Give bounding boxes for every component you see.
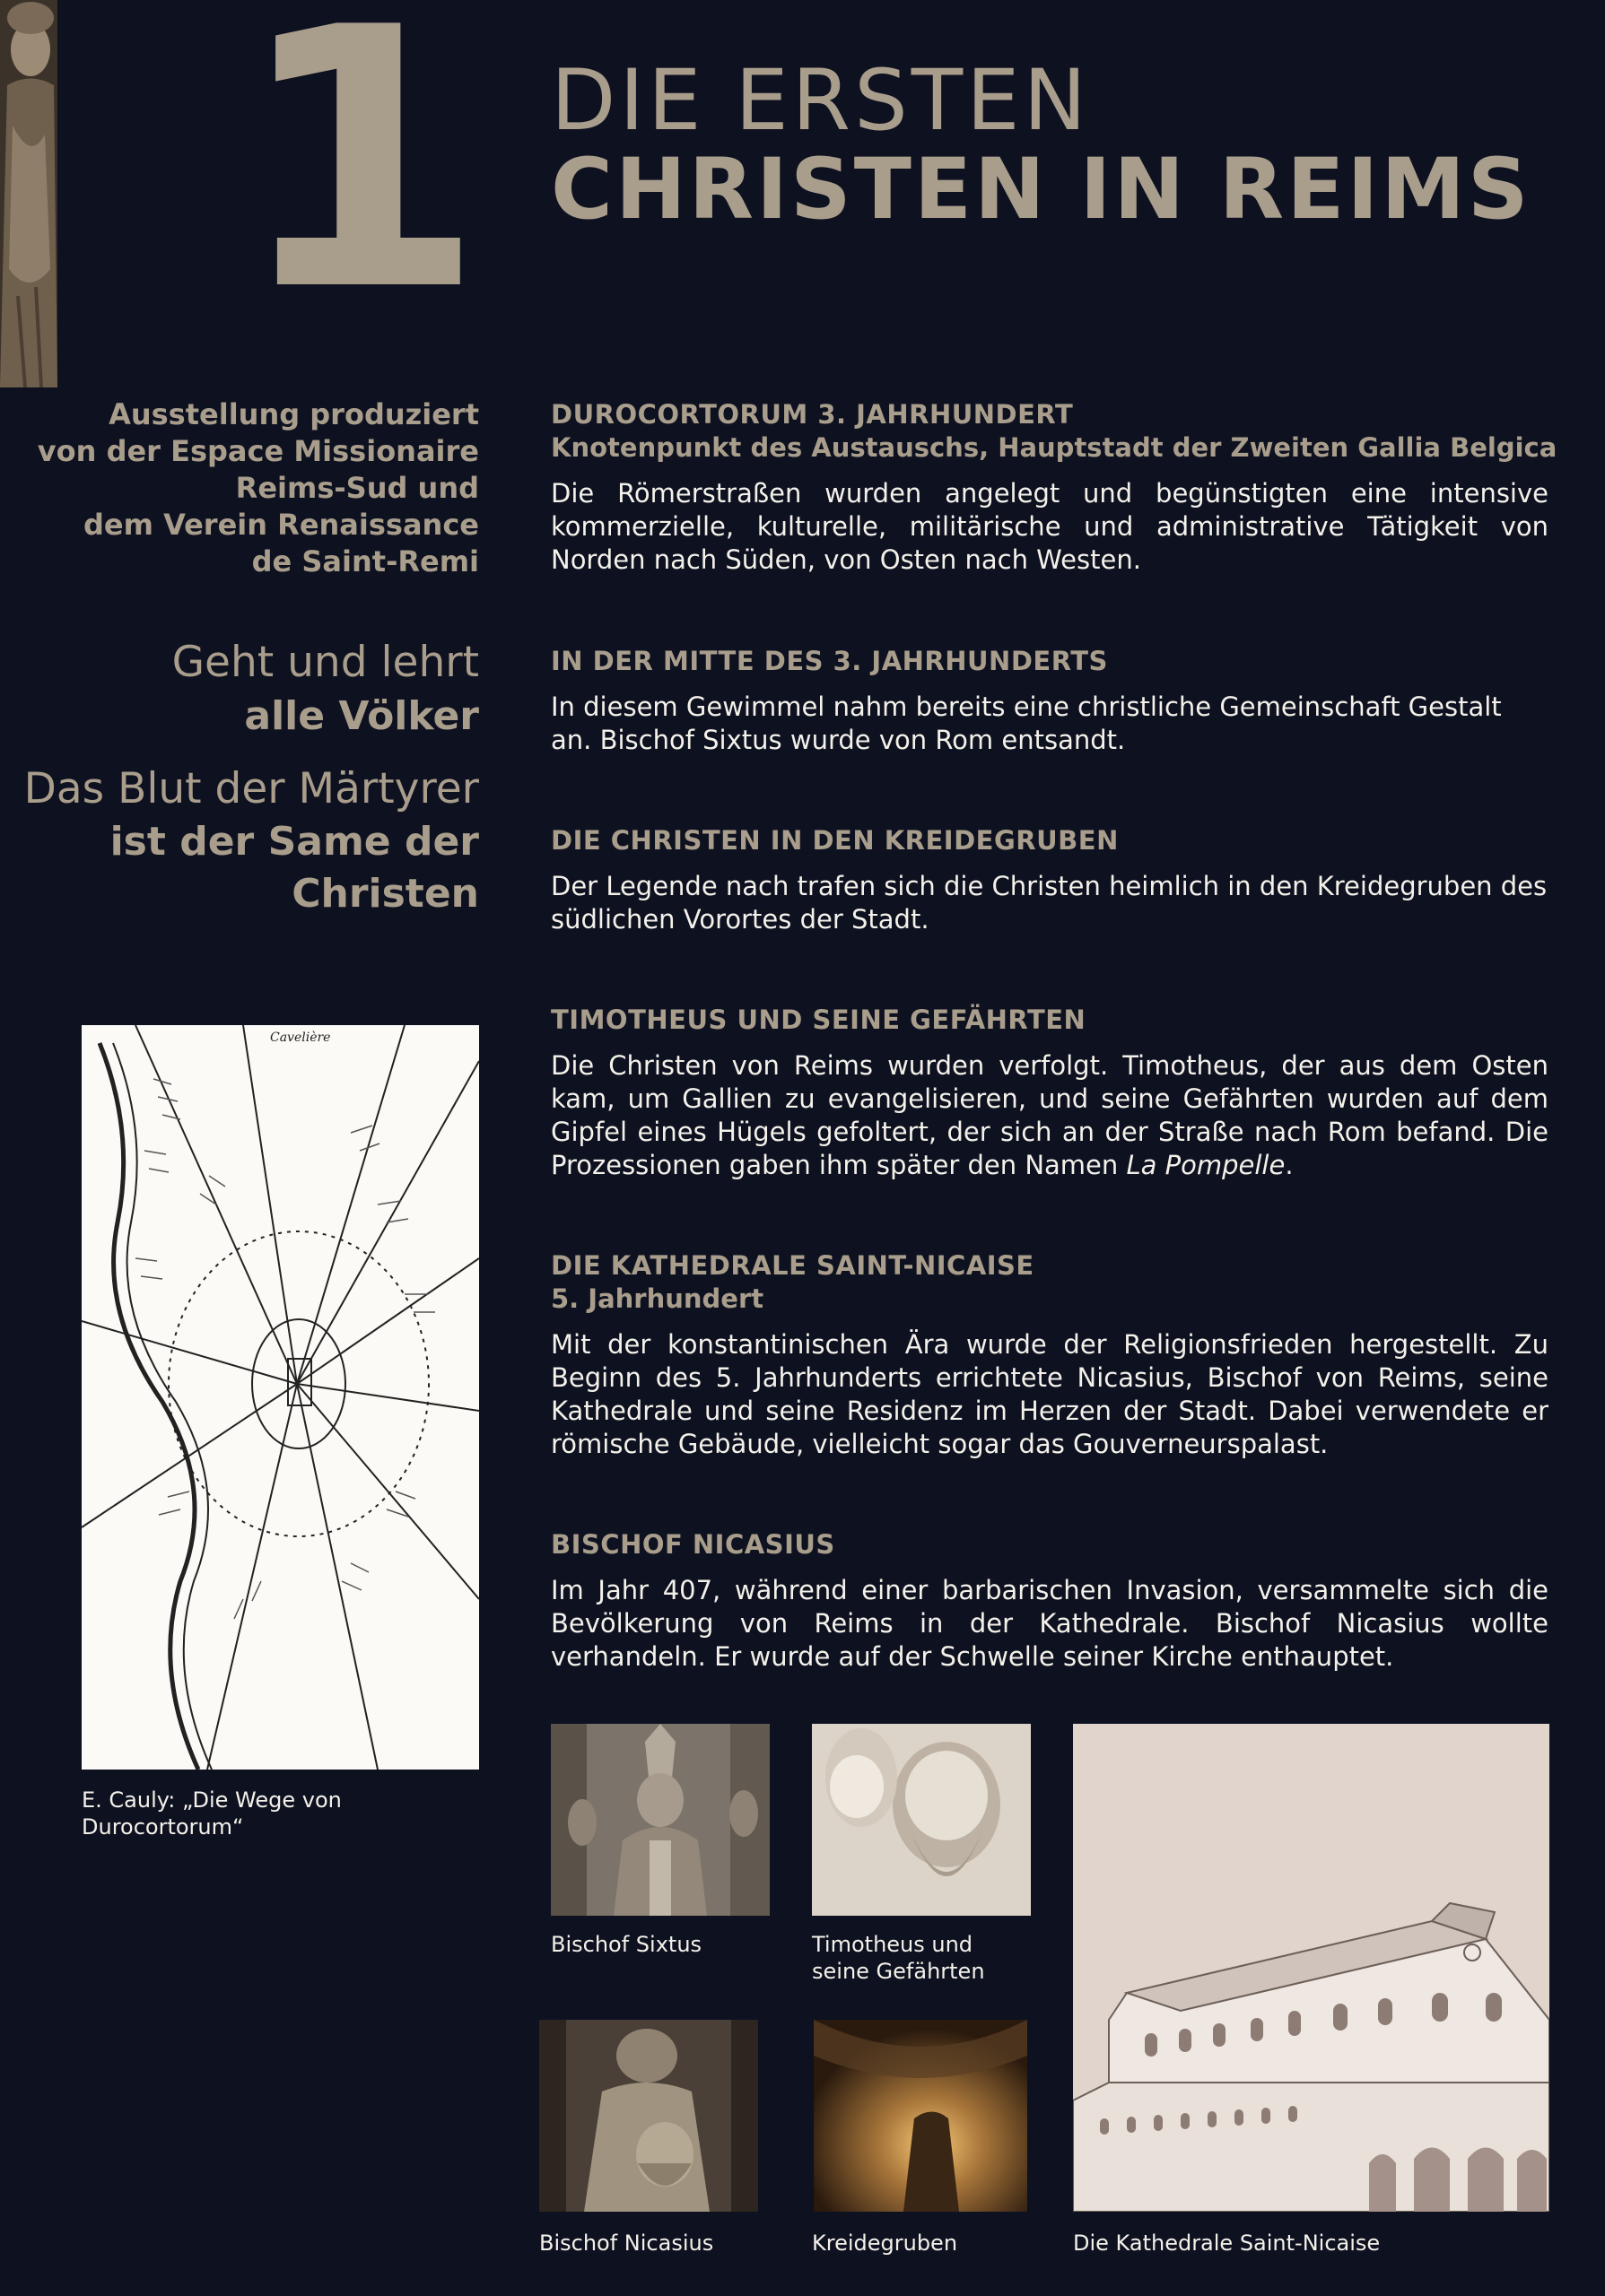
section-subheading: Knotenpunkt des Austauschs, Hauptstadt der Zweiten Gallia Belgica <box>551 432 1557 463</box>
section-heading: DIE KATHEDRALE SAINT-NICAISE <box>551 1250 1034 1281</box>
photo-caption-line: seine Gefährten <box>812 1959 985 1984</box>
quote2-bold-line1: ist der Same der <box>109 819 479 865</box>
section-body-text: Die Christen von Reims wurden verfolgt. Timotheus, der aus dem Osten kam, um Gallien zu evangelisieren, und seine Gefährten wurden auf dem Gipfel eines Hügels gefoltert, der sich an der Straße nach Rom befand. Die Prozessionen gaben ihm später den Namen <box>551 1050 1548 1180</box>
quote2-bold-line2: Christen <box>292 871 479 917</box>
quote1-light: Geht und lehrt <box>171 638 479 687</box>
producer-line: dem Verein Renaissance <box>83 508 479 542</box>
page-title-line1: DIE ERSTEN <box>551 52 1090 150</box>
bishop-sixtus-photo <box>551 1724 770 1916</box>
statue-image <box>0 0 57 387</box>
map-caption-line: E. Cauly: „Die Wege von <box>82 1787 342 1813</box>
section-body: Mit der konstantinischen Ära wurde der Religionsfrieden hergestellt. Zu Beginn des 5. Jahrhunderts errichtete Nicasius, Bischof von Reims, seine Kathedrale und seine Residenz im Herzen der Stadt. Dabei verwendete er römische Gebäude, vielleicht sogar das Gouverneurspalast. <box>551 1329 1548 1459</box>
cathedral-drawing <box>1073 1724 1549 2212</box>
photo-caption: Die Kathedrale Saint-Nicaise <box>1073 2231 1381 2256</box>
map-caption <box>82 1787 342 1840</box>
page-title-line2: CHRISTEN IN REIMS <box>551 141 1531 239</box>
section-body-italic: La Pompelle <box>1126 1150 1286 1180</box>
producer-line: von der Espace Missionaire <box>37 434 479 468</box>
photo-caption <box>812 1931 985 1985</box>
producer-credit <box>13 396 479 580</box>
chalk-pits-photo <box>814 2020 1027 2212</box>
quote2-light: Das Blut der Märtyrer <box>23 764 479 813</box>
photo-caption: Bischof Nicasius <box>539 2231 714 2256</box>
section-body: Die Römerstraßen wurden angelegt und begünstigten eine intensive kommerzielle, kulturelle, militärische und administrative Tätigkeit von Norden nach Süden, von Osten nach Westen. <box>551 478 1548 575</box>
map-caption-line: Durocortorum“ <box>82 1814 244 1839</box>
section-body-end: . <box>1285 1150 1294 1180</box>
section-heading: BISCHOF NICASIUS <box>551 1529 835 1560</box>
section-heading: IN DER MITTE DES 3. JAHRHUNDERTS <box>551 646 1108 676</box>
photo-caption: Bischof Sixtus <box>551 1932 702 1957</box>
photo-caption-line: Timotheus und <box>812 1932 973 1957</box>
producer-line: de Saint-Remi <box>251 544 479 578</box>
section-heading: DUROCORTORUM 3. JAHRHUNDERT <box>551 399 1074 430</box>
section-subheading: 5. Jahrhundert <box>551 1283 764 1314</box>
section-body <box>551 1049 1548 1182</box>
section-body: Im Jahr 407, während einer barbarischen Invasion, versammelte sich die Bevölkerung von Reims in der Kathedrale. Bischof Nicasius wollte verhandeln. Er wurde auf der Schwelle seiner Kirche enthauptet. <box>551 1575 1548 1672</box>
section-body: In diesem Gewimmel nahm bereits eine christliche Gemeinschaft Gestalt an. Bischof Sixtus wurde von Rom entsandt. <box>551 691 1502 755</box>
producer-line: Reims-Sud und <box>235 471 479 505</box>
bishop-nicasius-photo <box>539 2020 758 2212</box>
quote1-bold: alle Völker <box>244 693 479 739</box>
chapter-number: 1 <box>235 0 476 370</box>
section-body: Der Legende nach trafen sich die Christen heimlich in den Kreidegruben des südlichen Vorortes der Stadt. <box>551 871 1548 935</box>
timotheus-photo <box>812 1724 1031 1916</box>
roads-map <box>82 1025 479 1770</box>
section-heading: TIMOTHEUS UND SEINE GEFÄHRTEN <box>551 1004 1086 1035</box>
section-heading: DIE CHRISTEN IN DEN KREIDEGRUBEN <box>551 825 1119 856</box>
photo-caption: Kreidegruben <box>812 2231 958 2256</box>
map-label: Cavelière <box>270 1031 331 1045</box>
producer-line: Ausstellung produziert <box>109 397 479 431</box>
